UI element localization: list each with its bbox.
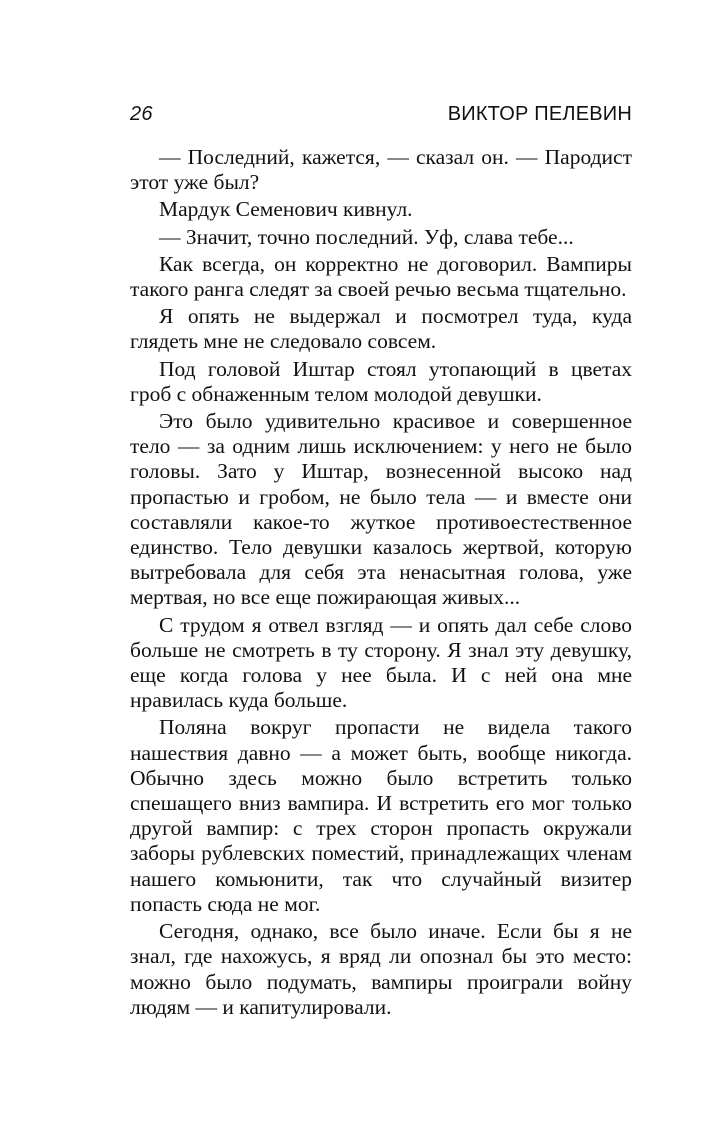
paragraph: — Последний, кажется, — сказал он. — Пародист этот уже был?: [130, 145, 632, 195]
page-number: 26: [130, 103, 153, 125]
paragraph: Я опять не выдержал и посмотрел туда, куда глядеть мне не следовало совсем.: [130, 304, 632, 354]
paragraph: Сегодня, однако, все было иначе. Если бы я не знал, где нахожусь, я вряд ли опознал бы это место: можно было подумать, вампиры проиграли войну людям — и капитулировали.: [130, 919, 632, 1019]
paragraph: Мардук Семенович кивнул.: [159, 197, 413, 222]
running-head: [130, 103, 632, 131]
body-text: [130, 145, 632, 1022]
paragraph: Поляна вокруг пропасти не видела такого нашествия давно — а может быть, вообще никогда. Обычно здесь можно было встретить только спешащего вниз вампира. И встретить его мог только другой вампир: с трех сторон пропасть окружали заборы рублевских поместий, принадлежащих членам нашего комьюнити, так что случайный визитер попасть сюда не мог.: [130, 715, 632, 916]
paragraph: — Значит, точно последний. Уф, слава тебе...: [159, 224, 574, 249]
paragraph: Под головой Иштар стоял утопающий в цветах гроб с обнаженным телом молодой девушки.: [130, 356, 632, 406]
paragraph: С трудом я отвел взгляд — и опять дал себе слово больше не смотреть в ту сторону. Я знал эту девушку, еще когда голова у нее была. И с ней она мне нравилась куда больше.: [130, 612, 632, 713]
paragraph: Как всегда, он корректно не договорил. Вампиры такого ранга следят за своей речью весьма тщательно.: [130, 251, 632, 302]
book-author: ВИКТОР ПЕЛЕВИН: [447, 103, 632, 125]
paragraph: Это было удивительно красивое и совершенное тело — за одним лишь исключением: у него не было головы. Зато у Иштар, вознесенной высоко над пропастью и гробом, не было тела — и вместе они составляли какое-то жуткое противоестественное единство. Тело девушки казалось жертвой, которую вытребовала для себя эта ненасытная голова, уже мертвая, но все еще пожирающая живых...: [130, 409, 632, 610]
